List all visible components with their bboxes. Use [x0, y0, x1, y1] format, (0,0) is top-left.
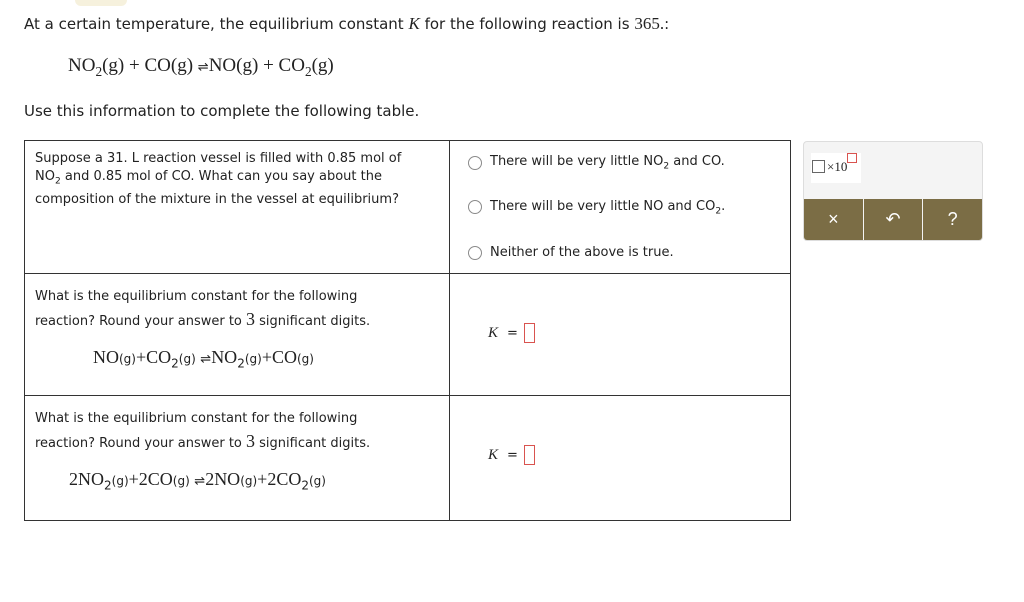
- radio-button[interactable]: [468, 246, 482, 260]
- plus-sign: +: [129, 55, 140, 76]
- intro-text: [24, 14, 669, 34]
- k-label: K: [488, 324, 499, 341]
- table-row: [25, 141, 791, 274]
- option-label: There will be very little $NO_2$ and CO.: [490, 154, 725, 172]
- equilibrium-arrow-icon: ⇌: [194, 474, 206, 489]
- k-value: 365.: [634, 14, 665, 33]
- mantissa-box: [812, 160, 825, 173]
- k-answer-line: [488, 445, 772, 465]
- question-line: What is the equilibrium constant for the following: [35, 411, 358, 426]
- k-symbol: K: [408, 14, 420, 33]
- species: CO: [144, 55, 171, 76]
- question-cell: [25, 274, 450, 396]
- question-text: [35, 407, 439, 455]
- reaction-equation: $2NO_2(g)+2CO(g)$ $\rightleftharpoons 2NO(g)+2CO_2(g)$: [69, 469, 326, 493]
- table-row: [25, 396, 791, 521]
- intro-part: for the following reaction is: [419, 15, 635, 33]
- question-text: [35, 285, 439, 333]
- question-table: [24, 140, 791, 521]
- equilibrium-arrow-icon: ⇌: [200, 352, 212, 367]
- k-answer-line: [488, 323, 772, 343]
- exponent-box: [847, 153, 857, 163]
- question-cell: [25, 396, 450, 521]
- intro-part: :: [664, 15, 670, 33]
- answer-cell: [450, 274, 791, 396]
- subscript: 2: [95, 63, 103, 79]
- question-line: reaction? Round your answer to: [35, 436, 247, 451]
- instructions: Use this information to complete the following table.: [24, 102, 420, 120]
- question-line: and 0.85 mol of CO. What can you say about the: [60, 169, 382, 184]
- sig-digits: 3: [246, 309, 256, 329]
- option-label: Neither of the above is true.: [490, 245, 674, 261]
- close-icon: ×: [828, 209, 839, 229]
- species: NO: [68, 55, 96, 76]
- question-text: [35, 150, 439, 209]
- question-line: significant digits.: [255, 436, 371, 451]
- help-button[interactable]: [923, 199, 982, 240]
- answer-tools-panel: [803, 141, 983, 241]
- question-line: NO: [35, 169, 55, 184]
- radio-button[interactable]: [468, 156, 482, 170]
- question-line: composition of the mixture in the vessel at equilibrium?: [35, 191, 399, 207]
- plus-sign: +: [263, 55, 274, 76]
- species: NO: [208, 55, 237, 76]
- answer-cell: [450, 141, 791, 274]
- main-reaction: [68, 55, 334, 80]
- tool-button-row: [804, 199, 982, 240]
- option-little-no2-co[interactable]: [468, 154, 772, 172]
- undo-button[interactable]: [864, 199, 923, 240]
- k-label: K: [488, 446, 499, 463]
- clear-button[interactable]: [804, 199, 863, 240]
- k-answer-input[interactable]: [524, 445, 535, 465]
- intro-part: At a certain temperature, the equilibrium constant: [24, 15, 409, 33]
- question-line: Suppose a 31. L reaction vessel is filled with 0.85 mol of: [35, 151, 402, 166]
- phase: (g): [311, 55, 334, 76]
- question-cell: [25, 141, 450, 274]
- radio-button[interactable]: [468, 200, 482, 214]
- equilibrium-arrow-icon: ⇌: [197, 60, 209, 75]
- k-answer-input[interactable]: [524, 323, 535, 343]
- species: CO: [278, 55, 305, 76]
- equals-sign: =: [507, 325, 518, 341]
- equals-sign: =: [507, 447, 518, 463]
- times-ten-label: ×10: [827, 159, 848, 174]
- sig-digits: 3: [246, 431, 256, 451]
- phase: (g): [170, 55, 194, 76]
- table-row: [25, 274, 791, 396]
- subscript: 2: [304, 63, 312, 79]
- help-icon: ?: [947, 209, 958, 229]
- reaction-equation: $NO(g)+CO_2(g)$ $\rightleftharpoons NO_2(g)+CO(g)$: [93, 347, 314, 371]
- undo-icon: ↶: [885, 209, 901, 229]
- subscript: 2: [54, 176, 61, 187]
- option-label: There will be very little NO and $CO_2$.: [490, 198, 726, 217]
- phase: (g): [102, 55, 125, 76]
- question-line: reaction? Round your answer to: [35, 314, 247, 329]
- question-line: significant digits.: [255, 314, 371, 329]
- option-neither[interactable]: [468, 245, 772, 260]
- top-tab-hint: [75, 0, 127, 6]
- scientific-notation-button[interactable]: [811, 153, 861, 183]
- answer-cell: [450, 396, 791, 521]
- option-little-no-co2[interactable]: [468, 199, 772, 217]
- question-line: What is the equilibrium constant for the following: [35, 289, 358, 304]
- phase: (g): [236, 55, 259, 76]
